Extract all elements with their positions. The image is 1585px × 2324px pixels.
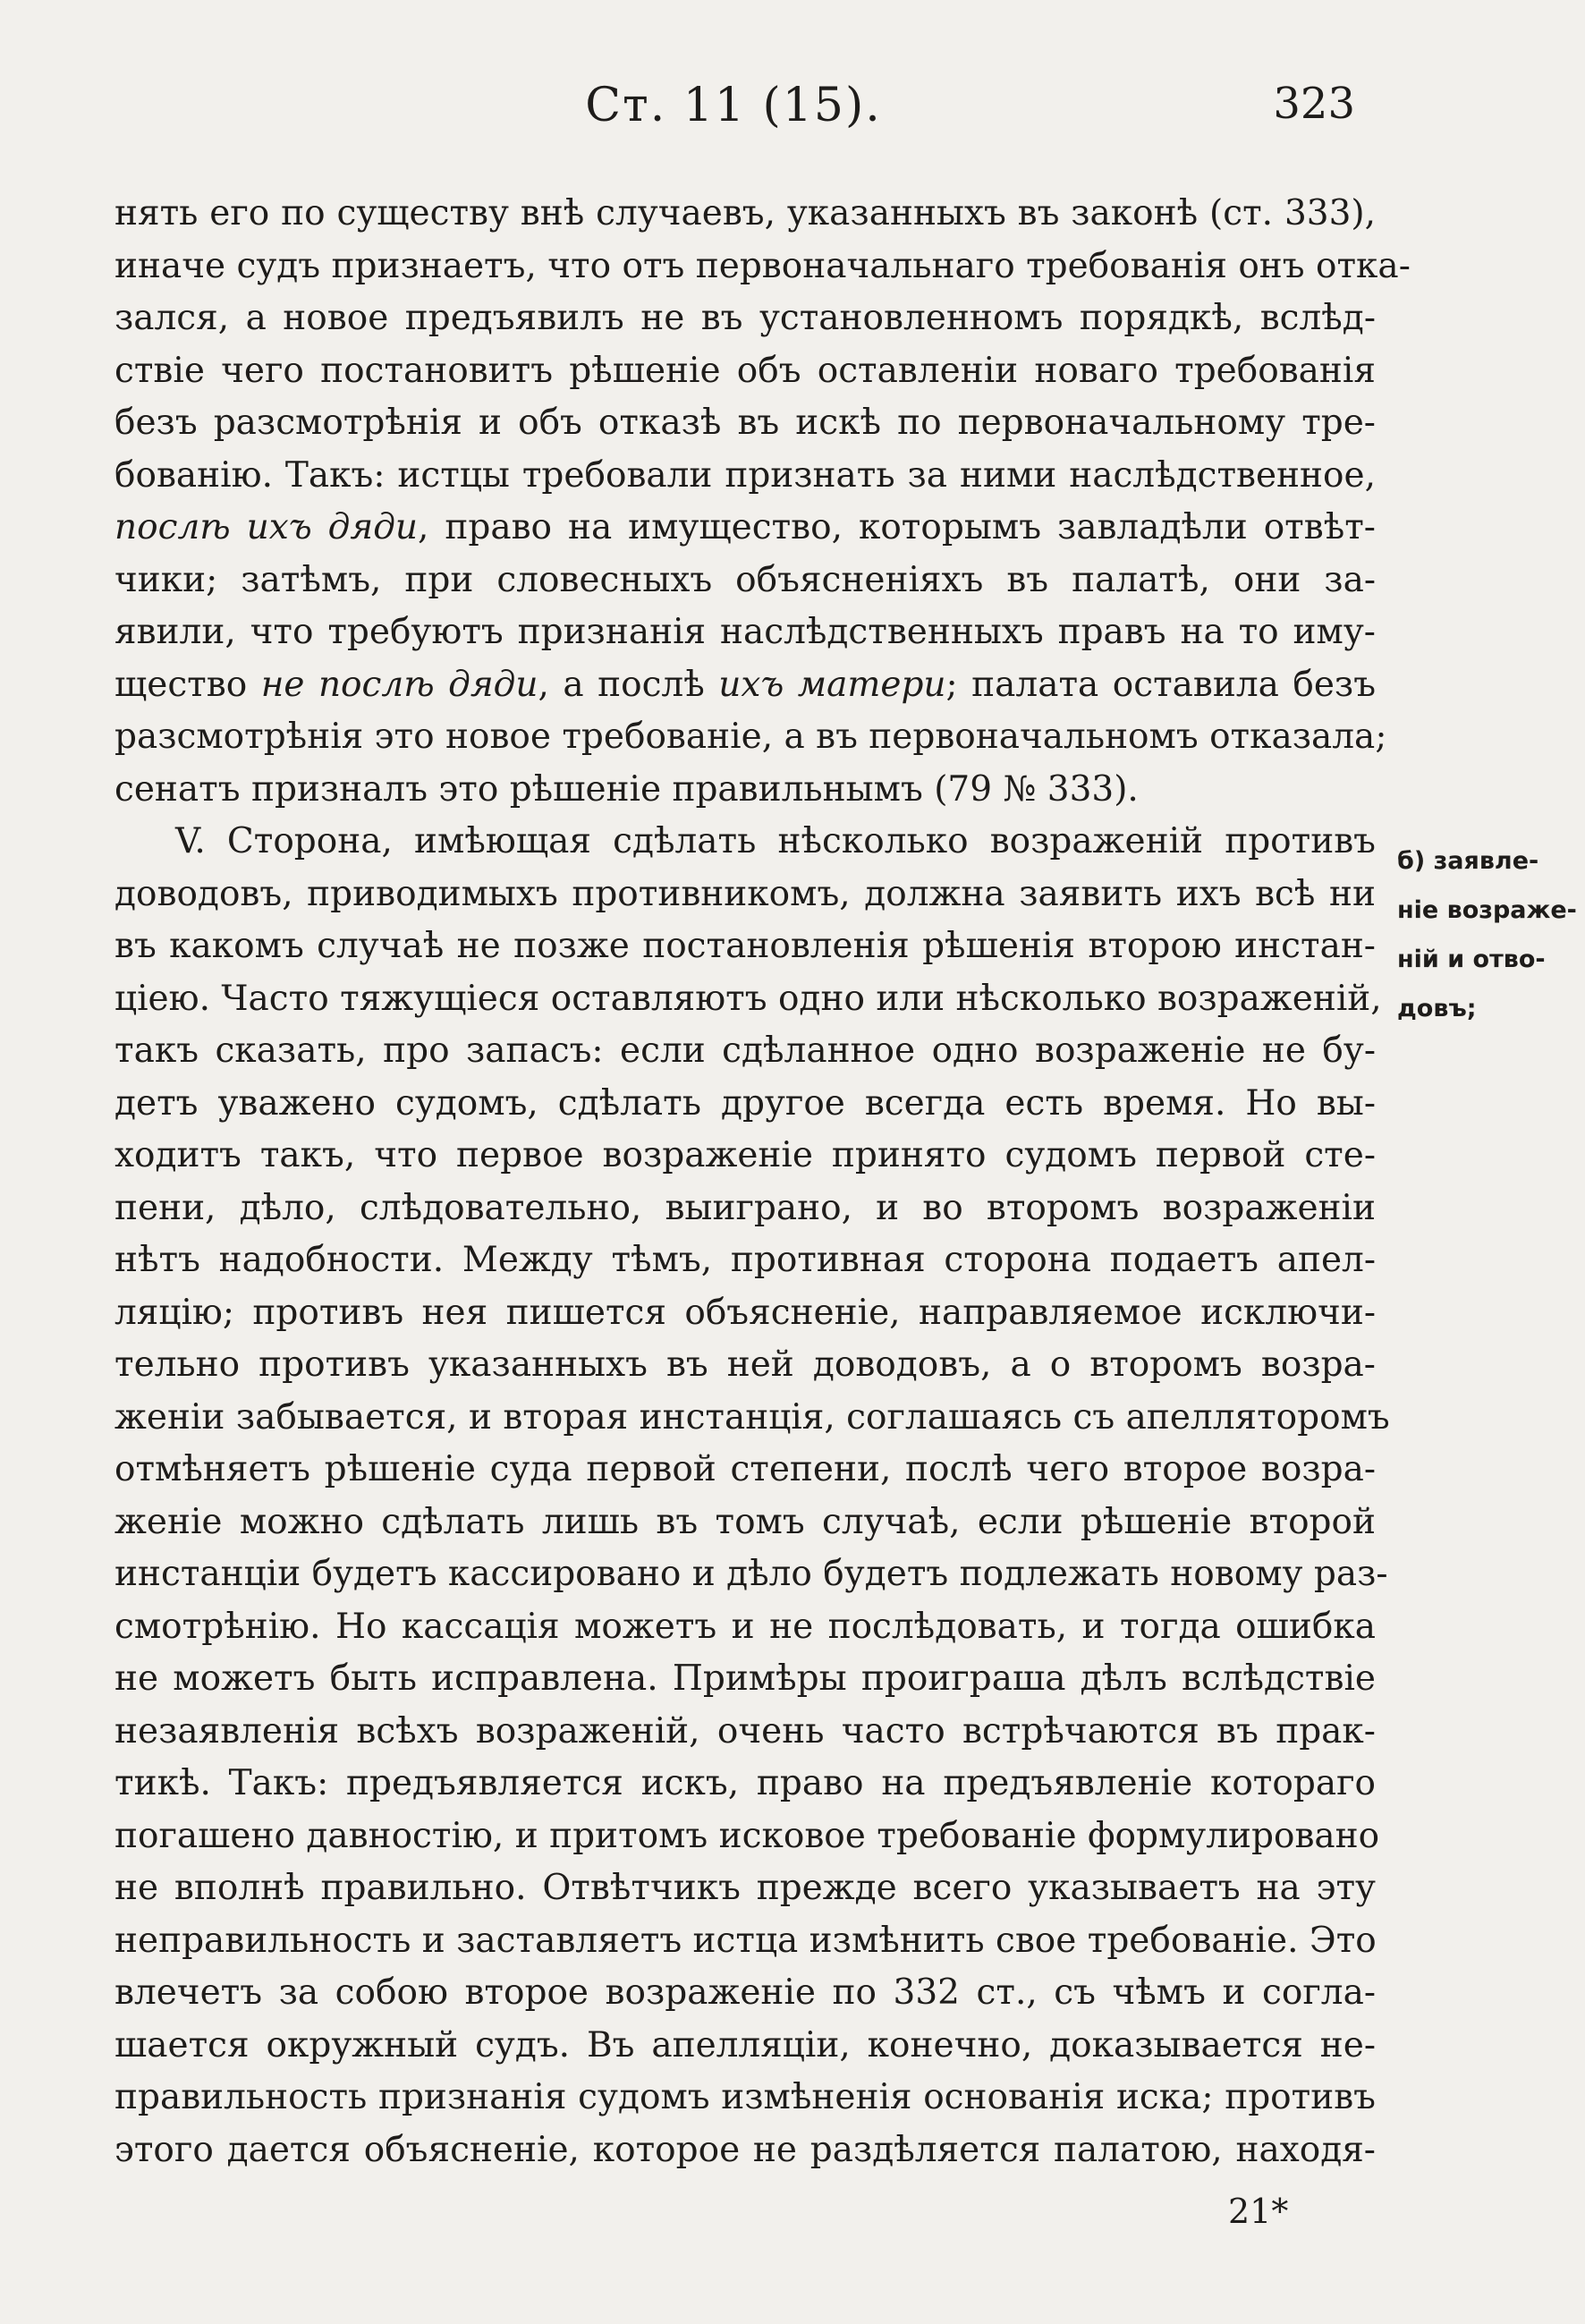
text-line xyxy=(114,973,1382,1026)
text-span: инстанціи будетъ кассировано и дѣло будетъ подлежать новому раз- xyxy=(114,1554,1388,1594)
text-line xyxy=(114,1025,1376,1078)
text-line xyxy=(114,1339,1376,1392)
text-line xyxy=(114,1130,1376,1183)
page-header xyxy=(116,79,1355,141)
text-line xyxy=(114,555,1376,607)
text-span: явили, что требуютъ признанія наслѣдственныхъ правъ на то иму- xyxy=(114,612,1376,652)
text-line xyxy=(114,920,1376,973)
text-line xyxy=(114,1758,1376,1811)
text-span: этого дается объясненіе, которое не раздѣляется палатою, находя- xyxy=(114,2129,1376,2170)
text-line xyxy=(114,869,1376,921)
text-span: шается окружный судъ. Въ апелляціи, конечно, доказывается не- xyxy=(114,2024,1376,2065)
text-span: незаявленія всѣхъ возраженій, очень часто встрѣчаются въ прак- xyxy=(114,1710,1376,1751)
text-line xyxy=(114,1862,1376,1915)
text-line xyxy=(114,1811,1380,1863)
text-line xyxy=(114,1183,1376,1235)
text-span: смотрѣнію. Но кассація можетъ и не послѣдовать, и тогда ошибка xyxy=(114,1606,1376,1647)
text-line xyxy=(114,2020,1376,2073)
text-span: женіе можно сдѣлать лишь въ томъ случаѣ, если рѣшеніе второй xyxy=(114,1501,1376,1542)
italic-text: ихъ матери xyxy=(718,664,946,705)
text-span: женіи забывается, и вторая инстанція, соглашаясь съ апелляторомъ xyxy=(114,1396,1390,1438)
text-span: правильность признанія судомъ измѣненія основанія иска; противъ xyxy=(114,2077,1376,2117)
text-span: въ какомъ случаѣ не позже постановленія рѣшенія второю инстан- xyxy=(114,926,1376,966)
text-line xyxy=(114,188,1376,241)
text-line xyxy=(114,659,1376,712)
text-span: доводовъ, приводимыхъ противникомъ, должна заявить ихъ всѣ ни xyxy=(114,873,1376,914)
text-line xyxy=(114,293,1376,345)
text-line xyxy=(114,1548,1388,1601)
text-line xyxy=(114,450,1376,503)
text-span: не можетъ быть исправлена. Примѣры проиграша дѣлъ вслѣдствіе xyxy=(114,1658,1376,1699)
text-span: иначе судъ признаетъ, что отъ первоначальнаго требованія онъ отка- xyxy=(114,245,1411,286)
text-span: щество xyxy=(114,664,261,705)
text-span: бованію. Такъ: истцы требовали признать за ними наслѣдственное, xyxy=(114,454,1376,496)
text-span: детъ уважено судомъ, сдѣлать другое всегда есть время. Но вы- xyxy=(114,1082,1376,1124)
text-line xyxy=(114,345,1376,398)
text-line xyxy=(114,1653,1376,1706)
text-span: безъ разсмотрѣнія и объ отказѣ въ искѣ по первоначальному тре- xyxy=(114,403,1376,443)
text-line xyxy=(114,1392,1390,1445)
text-line xyxy=(114,606,1376,659)
text-span: ціею. Часто тяжущіеся оставляютъ одно или нѣсколько возраженій, xyxy=(114,978,1382,1019)
text-span: чики; затѣмъ, при словесныхъ объясненіяхъ въ палатѣ, они за- xyxy=(114,559,1376,600)
text-span: погашено давностію, и притомъ исковое требованіе формулировано xyxy=(114,1815,1380,1856)
text-line xyxy=(114,1287,1376,1340)
text-line xyxy=(114,1444,1376,1497)
text-line xyxy=(114,397,1376,450)
text-span: нять его по существу внѣ случаевъ, указанныхъ въ законѣ (ст. 333), xyxy=(114,193,1376,233)
text-line xyxy=(114,1497,1376,1549)
text-line xyxy=(114,711,1387,764)
text-span: тельно противъ указанныхъ въ ней доводовъ, а о второмъ возра- xyxy=(114,1344,1376,1385)
text-line xyxy=(114,1078,1376,1131)
text-span: неправильность и заставляетъ истца измѣнить свое требованіе. Это xyxy=(114,1920,1377,1961)
text-line xyxy=(114,816,1376,869)
text-span: не вполнѣ правильно. Отвѣтчикъ прежде всего указываетъ на эту xyxy=(114,1868,1376,1908)
running-title: Ст. 11 (15). xyxy=(585,79,882,132)
text-span: ходитъ такъ, что первое возраженіе принято судомъ первой сте- xyxy=(114,1135,1376,1175)
margin-note-line: ній и отво- xyxy=(1397,946,1546,973)
margin-note-line: ніе возраже- xyxy=(1397,896,1577,924)
text-line xyxy=(114,1967,1376,2020)
text-span: пени, дѣло, слѣдовательно, выиграно, и во второмъ возраженіи xyxy=(114,1187,1376,1228)
body-text xyxy=(114,188,1411,2176)
text-span: нѣтъ надобности. Между тѣмъ, противная сторона подаетъ апел- xyxy=(114,1240,1376,1280)
text-span: ствіе чего постановитъ рѣшеніе объ оставленіи новаго требованія xyxy=(114,350,1376,391)
text-span: сенатъ призналъ это рѣшеніе правильнымъ (79 № 333). xyxy=(114,768,1139,810)
text-line xyxy=(114,1706,1376,1759)
text-span: тикѣ. Такъ: предъявляется искъ, право на предъявленіе котораго xyxy=(114,1763,1376,1803)
text-span: , а послѣ xyxy=(538,664,719,705)
text-line xyxy=(114,241,1411,293)
text-line xyxy=(114,502,1376,555)
text-span: ляцію; противъ нея пишется объясненіе, направляемое исключи- xyxy=(114,1292,1376,1333)
text-line xyxy=(114,1234,1376,1287)
signature-mark: 21* xyxy=(1228,2192,1289,2231)
text-line xyxy=(114,1915,1376,1968)
text-span: , право на имущество, которымъ завладѣли отвѣт- xyxy=(418,507,1376,547)
text-span: V. Сторона, имѣющая сдѣлать нѣсколько возраженій противъ xyxy=(175,821,1376,861)
text-span: отмѣняетъ рѣшеніе суда первой степени, послѣ чего второе возра- xyxy=(114,1449,1376,1489)
text-line xyxy=(114,2125,1376,2177)
text-span: ; палата оставила безъ xyxy=(945,664,1377,705)
text-line xyxy=(114,1601,1376,1654)
margin-note-line: довъ; xyxy=(1397,995,1477,1022)
text-span: такъ сказать, про запасъ: если сдѣланное одно возраженіе не бу- xyxy=(114,1031,1376,1071)
text-line xyxy=(114,2072,1376,2125)
text-line xyxy=(114,764,1376,817)
text-span: влечетъ за собою второе возраженіе по 332 ст., съ чѣмъ и согла- xyxy=(114,1972,1376,2013)
margin-note xyxy=(1397,836,1585,1033)
italic-text: послѣ ихъ дяди xyxy=(114,507,419,547)
italic-text: не послѣ дяди xyxy=(260,664,538,705)
text-span: зался, а новое предъявилъ не въ установленномъ порядкѣ, вслѣд- xyxy=(114,298,1376,338)
text-span: разсмотрѣнія это новое требованіе, а въ первоначальномъ отказала; xyxy=(114,717,1387,757)
margin-note-line: б) заявле- xyxy=(1397,847,1539,875)
page-number: 323 xyxy=(1273,79,1355,129)
